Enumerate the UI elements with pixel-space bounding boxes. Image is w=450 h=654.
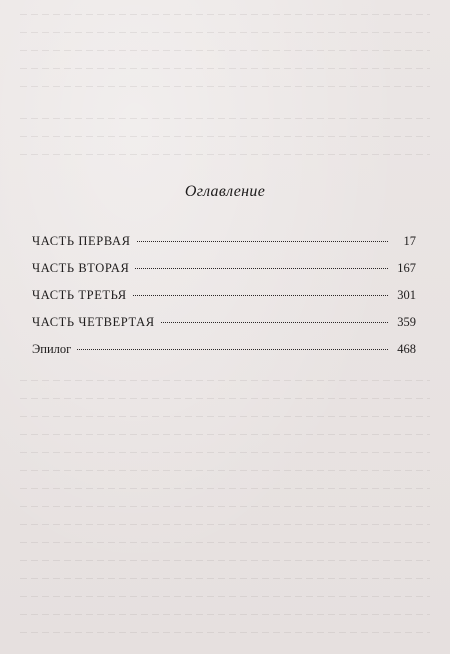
bleed-through-line (20, 578, 430, 579)
table-of-contents (32, 234, 416, 369)
toc-entry-page: 167 (397, 261, 416, 275)
bleed-through-line (20, 560, 430, 561)
toc-entry-epilogue[interactable] (32, 342, 416, 369)
toc-title: Оглавление (184, 183, 266, 200)
dot-leader (137, 241, 388, 242)
dot-leader (135, 268, 388, 269)
dot-leader (161, 322, 388, 323)
toc-entry-part-2[interactable] (32, 261, 416, 288)
bleed-through-line (20, 68, 430, 69)
toc-entry-page: 468 (397, 342, 416, 356)
bleed-through-line (20, 470, 430, 471)
toc-entry-label: ЧАСТЬ ВТОРАЯ (32, 261, 130, 275)
toc-entry-label: ЧАСТЬ ПЕРВАЯ (32, 234, 131, 248)
toc-entry-label: ЧАСТЬ ЧЕТВЕРТАЯ (32, 315, 155, 329)
bleed-through-line (20, 154, 430, 155)
bleed-through-line (20, 596, 430, 597)
bleed-through-line (20, 50, 430, 51)
toc-entry-part-1[interactable] (32, 234, 416, 261)
bleed-through-line (20, 380, 430, 381)
bleed-through-line (20, 14, 430, 15)
bleed-through-line (20, 118, 430, 119)
toc-entry-part-3[interactable] (32, 288, 416, 315)
bleed-through-line (20, 542, 430, 543)
bleed-through-line (20, 434, 430, 435)
bleed-through-line (20, 614, 430, 615)
toc-entry-page: 17 (403, 234, 416, 248)
toc-entry-label: Эпилог (32, 342, 72, 356)
toc-entry-label: ЧАСТЬ ТРЕТЬЯ (32, 288, 127, 302)
bleed-through-line (20, 416, 430, 417)
bleed-through-line (20, 452, 430, 453)
bleed-through-line (20, 488, 430, 489)
dot-leader (77, 349, 388, 350)
toc-entry-page: 359 (397, 315, 416, 329)
toc-entry-page: 301 (397, 288, 416, 302)
toc-entry-part-4[interactable] (32, 315, 416, 342)
bleed-through-line (20, 632, 430, 633)
bleed-through-line (20, 86, 430, 87)
bleed-through-line (20, 32, 430, 33)
bleed-through-line (20, 506, 430, 507)
bleed-through-line (20, 398, 430, 399)
bleed-through-line (20, 524, 430, 525)
dot-leader (133, 295, 388, 296)
bleed-through-line (20, 136, 430, 137)
